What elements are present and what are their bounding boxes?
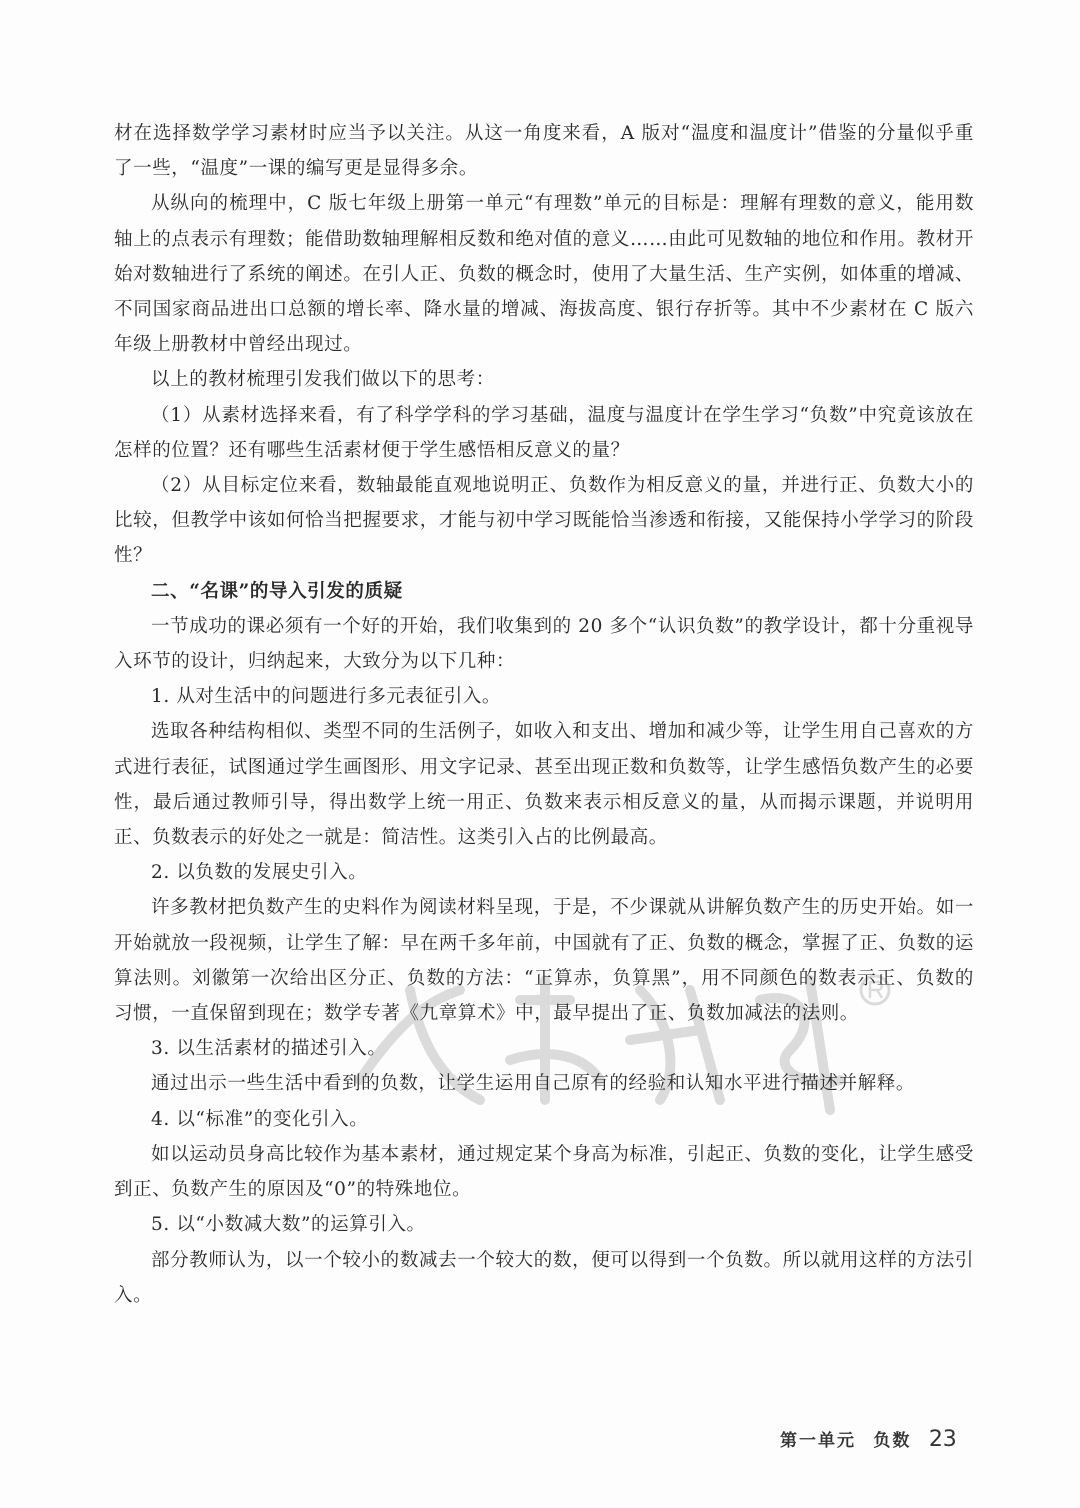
list-item-2-title: 2. 以负数的发展史引入。 <box>151 862 368 884</box>
paragraph-lesson-intro: 一节成功的课必须有一个好的开始，我们收集到的 20 多个“认识负数”的教学设计，都十分重视导入环节的设计，归纳起来，大致分为以下几种： <box>114 615 974 673</box>
paragraph-continuation: 材在选择数学学习素材时应当予以关注。从这一角度来看，A 版对“温度和温度计”借鉴的分量似乎重了一些，“温度”一课的编写更是显得多余。 <box>114 123 974 180</box>
list-item-3-title: 3. 以生活素材的描述引入。 <box>151 1038 387 1060</box>
list-item-2-body: 许多教材把负数产生的史料作为阅读材料呈现，于是，不少课就从讲解负数产生的历史开始。如一开始就放一段视频，让学生了解：早在两千多年前，中国就有了正、负数的概念，掌握了正、负数的运算法则。刘徽第一次给出区分正、负数的方法：“正算赤，负算黑”，用不同颜色的数表示正、负数的习惯，一直保留到现在；数学专著《九章算术》中，最早提出了正、负数加减法的法则。 <box>114 897 974 1025</box>
list-item-4-title: 4. 以“标准”的变化引入。 <box>151 1108 369 1130</box>
list-item-1-title: 1. 从对生活中的问题进行多元表征引入。 <box>151 686 502 708</box>
list-item-1-body: 选取各种结构相似、类型不同的生活例子，如收入和支出、增加和减少等，让学生用自己喜欢的方式进行表征，试图通过学生画图形、用文字记录、甚至出现正数和负数等，让学生感悟负数产生的必要性，最后通过教师引导，得出数学上统一用正、负数来表示相反意义的量，从而揭示课题，并说明用正、负数表示的好处之一就是：简洁性。这类引入占的比例最高。 <box>114 721 974 849</box>
section-heading: 二、“名课”的导入引发的质疑 <box>151 580 403 602</box>
paragraph-reflection-intro: 以上的教材梳理引发我们做以下的思考： <box>151 369 495 391</box>
page-number: 23 <box>928 1427 957 1452</box>
paragraph-vertical-review: 从纵向的梳理中，C 版七年级上册第一单元“有理数”单元的目标是：理解有理数的意义，能用数轴上的点表示有理数；能借助数轴理解相反数和绝对值的意义……由此可见数轴的地位和作用。教材开始对数轴进行了系统的阐述。在引人正、负数的概念时，使用了大量生活、生产实例，如体重的增减、不同国家商品进出口总额的增长率、降水量的增减、海拔高度、银行存折等。其中不少素材在 C 版六年级上册教材中曾经出现过。 <box>114 193 974 356</box>
list-item-5-body: 部分教师认为，以一个较小的数减去一个较大的数，便可以得到一个负数。所以就用这样的方法引入。 <box>114 1249 974 1306</box>
list-item-4-body: 如以运动员身高比较作为基本素材，通过规定某个身高为标准，引起正、负数的变化，让学生感受到正、负数产生的原因及“0”的特殊地位。 <box>114 1143 974 1201</box>
paragraph-reflection-1: （1）从素材选择来看，有了科学学科的学习基础，温度与温度计在学生学习“负数”中究竟该放在怎样的位置？还有哪些生活素材便于学生感悟相反意义的量？ <box>114 404 974 461</box>
list-item-3-body: 通过出示一些生活中看到的负数，让学生运用自己原有的经验和认知水平进行描述并解释。 <box>151 1073 916 1095</box>
page-footer <box>780 1426 980 1456</box>
footer-unit: 第一单元 <box>780 1431 856 1451</box>
footer-topic: 负数 <box>873 1431 912 1451</box>
list-item-5-title: 5. 以“小数减大数”的运算引入。 <box>151 1214 426 1236</box>
paragraph-reflection-2: （2）从目标定位来看，数轴最能直观地说明正、负数作为相反意义的量，并进行正、负数大小的比较，但教学中该如何恰当把握要求，才能与初中学习既能恰当渗透和衔接，又能保持小学学习的阶段性？ <box>114 475 974 567</box>
body-text <box>114 116 974 1313</box>
